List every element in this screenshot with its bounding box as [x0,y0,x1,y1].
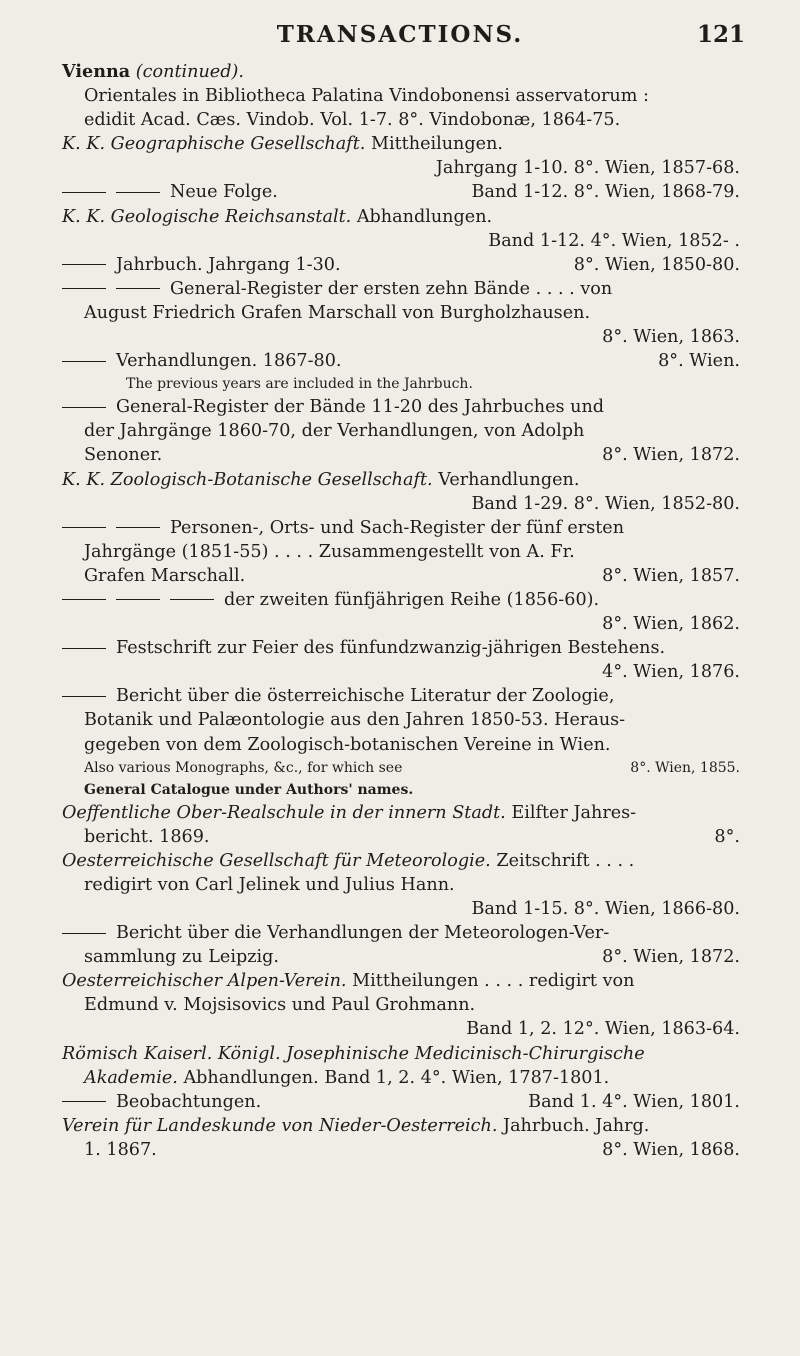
entry-text: Mittheilungen. [365,134,503,155]
entry-text: Bericht über die österreichische Literatur der Zoologie, [116,686,615,707]
entry-imprint: Band 1-12. 8°. Wien, 1868-79. [471,182,740,203]
ditto-dash [116,527,160,528]
catalogue-text [62,60,740,1162]
running-head [0,21,800,53]
entry-imprint: 8°. Wien, 1872. [602,445,740,466]
catalogue-line [62,301,740,325]
ditto-dash [62,648,106,649]
ditto-dash [62,696,106,697]
entry-text: Band 1-12. 4°. Wien, 1852- . [488,230,740,251]
ditto-dash [116,192,160,193]
society-name: Verein für Landeskunde von Nieder-Oesterreich. [62,1115,498,1136]
catalogue-line [62,325,740,349]
entry-imprint: 8°. Wien, 1863. [602,327,740,348]
entry-text: bericht. 1869. [84,826,210,847]
entry-imprint: 8°. Wien, 1868. [602,1139,740,1160]
entry-imprint: Jahrgang 1-10. 8°. Wien, 1857-68. [435,158,740,179]
catalogue-line [62,1114,740,1138]
ditto-dash [62,599,106,600]
entry-imprint: 8°. [714,826,740,847]
entry-text: General Catalogue under Authors' names. [84,781,414,798]
entry-text: edidit Acad. Cæs. Vindob. Vol. 1-7. 8°. Vindobonæ, 1864-75. [84,110,621,131]
ditto-dash [62,361,106,362]
entry-text: Zeitschrift . . . . [490,850,635,871]
catalogue-line [62,277,740,301]
catalogue-line [62,156,740,180]
entry-text: redigirt von Carl Jelinek und Julius Hann. [84,874,455,895]
catalogue-line [62,1066,740,1090]
catalogue-line [62,660,740,684]
catalogue-line [62,733,740,757]
entry-imprint: 8°. Wien, 1872. [602,947,740,968]
society-name: Oesterreichischer Alpen-Verein. [62,971,347,992]
catalogue-line [62,516,740,540]
society-name: Oesterreichische Gesellschaft für Meteorologie. [62,850,491,871]
entry-text: Festschrift zur Feier des fünfundzwanzig-jährigen Bestehens. [116,638,666,659]
page-number: 121 [696,21,745,48]
entry-text: Jahrbuch. Jahrgang 1-30. [116,254,341,275]
entry-text: Botanik und Palæontologie aus den Jahren 1850-53. Heraus- [84,710,626,731]
catalogue-line [62,588,740,612]
catalogue-line [62,945,740,969]
catalogue-line [62,132,740,156]
catalogue-line [62,969,740,993]
catalogue-line [62,921,740,945]
catalogue-line [62,540,740,564]
catalogue-line [62,1017,740,1041]
society-name: Akademie. [84,1067,178,1088]
catalogue-line [62,612,740,636]
entry-text: Orientales in Bibliotheca Palatina Vindobonensi asservatorum : [84,86,649,107]
ditto-dash [62,933,106,934]
entry-text: Jahrbuch. Jahrg. [497,1115,650,1136]
catalogue-line [62,419,740,443]
entry-imprint: Band 1-15. 8°. Wien, 1866-80. [471,899,740,919]
entry-text: Beobachtungen. [116,1091,262,1112]
entry-text: Mittheilungen . . . . redigirt von [346,971,635,992]
catalogue-line [62,443,740,467]
entry-text: sammlung zu Leipzig. [84,947,279,968]
entry-text: der zweiten fünfjährigen Reihe (1856-60). [224,589,600,610]
catalogue-line [62,253,740,277]
catalogue-line [62,993,740,1017]
society-name: (continued). [135,62,244,82]
ditto-dash [62,407,106,408]
entry-text: Abhandlungen. Band 1, 2. 4°. Wien, 1787-1801. [177,1067,610,1088]
catalogue-line [62,849,740,873]
catalogue-line [62,492,740,516]
catalogue-line [62,349,740,373]
entry-text: gegeben von dem Zoologisch-botanischen Vereine in Wien. [84,734,611,755]
entry-text: Senoner. [84,445,163,466]
entry-text: Eilfter Jahres- [505,802,637,823]
catalogue-line [62,708,740,732]
entry-imprint: Band 1. 4°. Wien, 1801. [528,1091,740,1112]
entry-imprint: Band 1-29. 8°. Wien, 1852-80. [471,493,740,514]
society-name: K. K. Zoologisch-Botanische Gesellschaft. [62,469,433,490]
catalogue-line [62,1042,740,1066]
entry-imprint: 8°. Wien, 1857. [602,565,740,586]
entry-imprint: 8°. Wien, 1862. [602,614,740,635]
entry-text: Grafen Marschall. [84,565,246,586]
entry-text: Bericht über die Verhandlungen der Meteorologen-Ver- [116,923,610,944]
place-heading: Vienna [62,61,131,82]
catalogue-line [62,897,740,921]
entry-imprint: 8°. Wien, 1855. [630,759,740,776]
entry-text: Edmund v. Mojsisovics und Paul Grohmann. [84,995,476,1016]
entry-text: Verhandlungen. [432,469,580,490]
catalogue-line [62,373,740,395]
society-name: Römisch Kaiserl. Königl. Josephinische Medicinisch-Chirurgische [62,1043,645,1064]
catalogue-line [62,757,740,779]
ditto-dash [116,288,160,289]
entry-text: General-Register der ersten zehn Bände . . . . von [170,278,613,299]
entry-imprint: 8°. Wien. [658,351,740,372]
ditto-dash [170,599,214,600]
catalogue-line [62,60,740,84]
entry-text: Personen-, Orts- und Sach-Register der fünf ersten [170,517,625,538]
catalogue-line [62,180,740,204]
catalogue-line [62,684,740,708]
entry-text: The previous years are included in the Jahrbuch. [126,376,473,393]
entry-text: Also various Monographs, &c., for which see [84,759,403,776]
society-name: K. K. Geographische Gesellschaft. [62,134,366,155]
catalogue-line [62,801,740,825]
catalogue-line [62,229,740,253]
catalogue-line [62,395,740,419]
catalogue-line [62,205,740,229]
entry-text: General-Register der Bände 11-20 des Jahrbuches und [116,397,605,418]
entry-text: der Jahrgänge 1860-70, der Verhandlungen, von Adolph [84,421,585,442]
entry-text: Neue Folge. [170,182,278,203]
entry-imprint: 4°. Wien, 1876. [602,662,740,683]
catalogue-line [62,84,740,108]
catalogue-line [62,1138,740,1162]
entry-imprint: Band 1, 2. 12°. Wien, 1863-64. [466,1019,740,1040]
ditto-dash [62,288,106,289]
catalogue-line [62,873,740,897]
ditto-dash [62,264,106,265]
entry-text: 1. 1867. [84,1139,157,1160]
entry-text: Abhandlungen. [351,206,493,227]
ditto-dash [62,192,106,193]
entry-text: Jahrgänge (1851-55) . . . . Zusammengestellt von A. Fr. [84,541,575,562]
entry-text: August Friedrich Grafen Marschall von Burgholzhausen. [84,302,591,323]
ditto-dash [62,527,106,528]
society-name: K. K. Geologische Reichsanstalt. [62,206,352,227]
catalogue-line [62,636,740,660]
ditto-dash [116,599,160,600]
catalogue-line [62,108,740,132]
catalogue-line [62,779,740,801]
catalogue-line [62,825,740,849]
catalogue-line [62,1090,740,1114]
entry-imprint: 8°. Wien, 1850-80. [573,254,740,275]
society-name: Oeffentliche Ober-Realschule in der innern Stadt. [62,802,506,823]
page-title: TRANSACTIONS. [276,21,524,48]
entry-text: Verhandlungen. 1867-80. [116,351,342,372]
catalogue-line [62,468,740,492]
ditto-dash [62,1101,106,1102]
catalogue-line [62,564,740,588]
